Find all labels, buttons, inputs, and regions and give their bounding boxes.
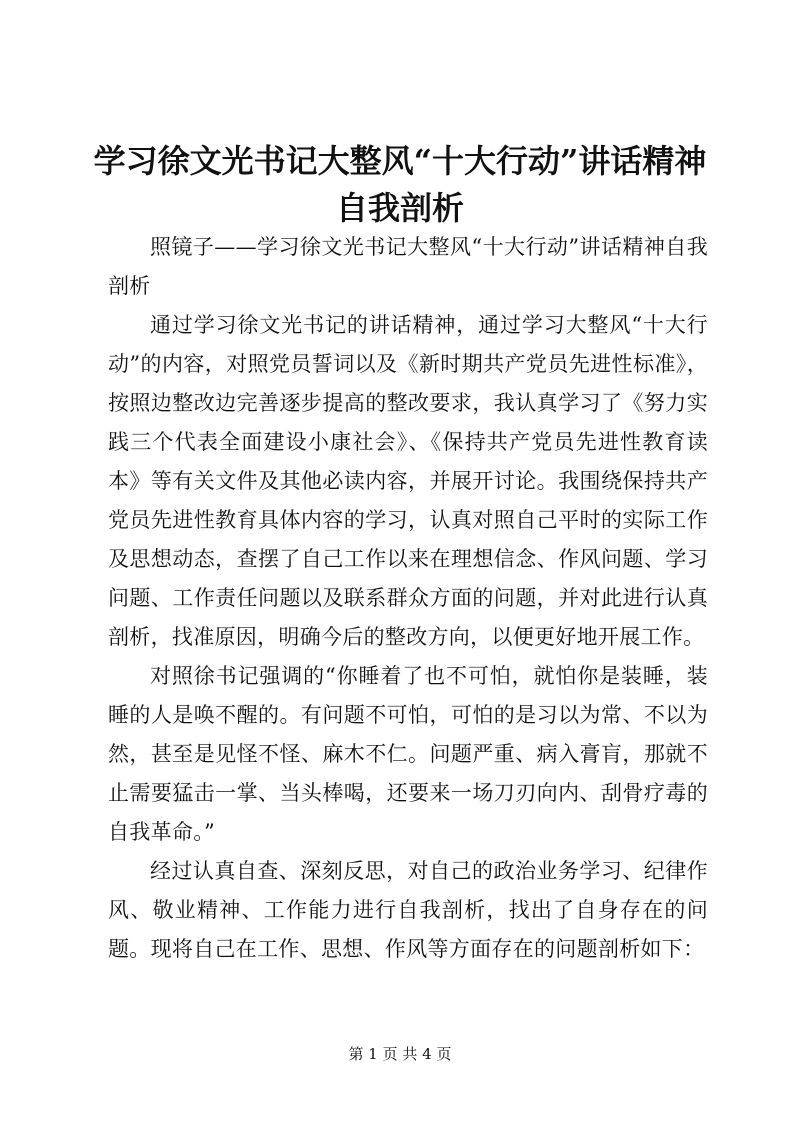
paragraph-summary: 经过认真自查、深刻反思，对自己的政治业务学习、纪律作风、敬业精神、工作能力进行自我剖析，找出了自身存在的问题。现将自己在工作、思想、作风等方面存在的问题剖析如下： [108, 859, 708, 961]
page-number: 第 1 页 共 4 页 [348, 1045, 452, 1063]
paragraph-quote: 对照徐书记强调的“你睡着了也不可怕，就怕你是装睡，装睡的人是唤不醒的。有问题不可怕，可怕的是习以为常、不以为然，甚至是见怪不怪、麻木不仁。问题严重、病入膏肓，那就不止需要猛击一掌、当头棒喝，还要来一场刀刃向内、刮骨疗毒的自我革命。” [108, 664, 708, 844]
paragraph-intro: 通过学习徐文光书记的讲话精神，通过学习大整风“十大行动”的内容，对照党员誓词以及《新时期共产党员先进性标准》，按照边整改边完善逐步提高的整改要求，我认真学习了《努力实践三个代表全面建设小康社会》、《保持共产党员先进性教育读本》等有关文件及其他必读内容，并展开讨论。我围绕保持共产党员先进性教育具体内容的学习，认真对照自己平时的实际工作及思想动态，查摆了自己工作以来在理想信念、作风问题、学习问题、工作责任问题以及联系群众方面的问题，并对此进行认真剖析，找准原因，明确今后的整改方向，以便更好地开展工作。 [108, 313, 708, 649]
page-footer [0, 1044, 800, 1064]
document-body [108, 228, 708, 969]
document-title [90, 138, 710, 232]
title-line-1: 学习徐文光书记大整风“十大行动”讲话精神 [93, 142, 707, 180]
paragraph-subtitle: 照镜子——学习徐文光书记大整风“十大行动”讲话精神自我剖析 [108, 235, 708, 298]
title-line-2: 自我剖析 [335, 189, 464, 227]
